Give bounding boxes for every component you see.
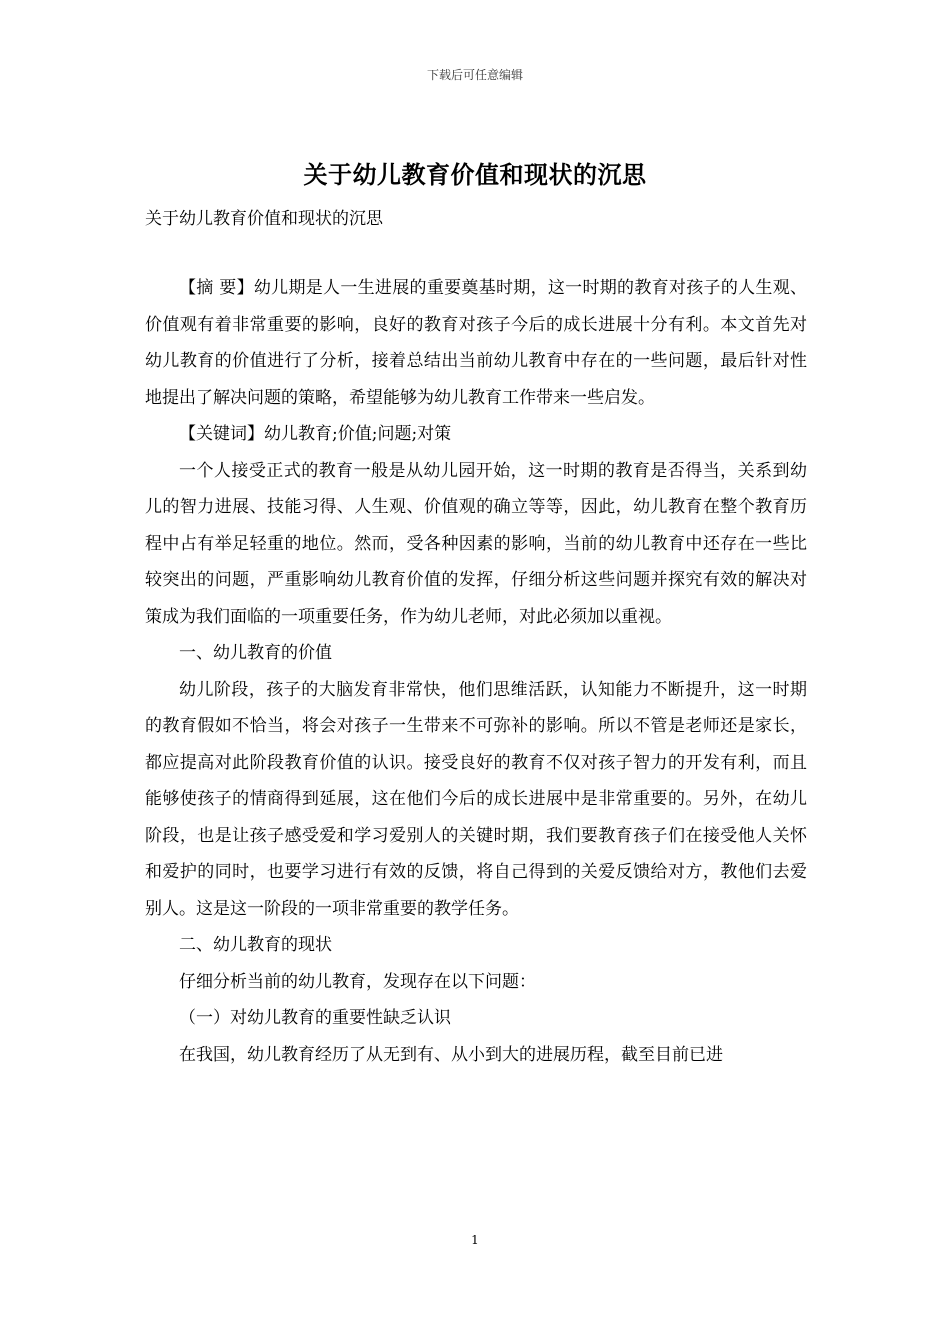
- document-subtitle: 关于幼儿教育价值和现状的沉思: [145, 209, 383, 229]
- abstract-paragraph: 【摘 要】幼儿期是人一生进展的重要奠基时期，这一时期的教育对孩子的人生观、价值观有着非常重要的影响，良好的教育对孩子今后的成长进展十分有利。本文首先对幼儿教育的价值进行了分析，接着总结出当前幼儿教育中存在的一些问题，最后针对性地提出了解决问题的策略，希望能够为幼儿教育工作带来一些启发。: [145, 278, 807, 408]
- subsection-paragraph-1: 在我国，幼儿教育经历了从无到有、从小到大的进展历程，截至目前已进: [179, 1044, 723, 1065]
- intro-paragraph: 一个人接受正式的教育一般是从幼儿园开始，这一时期的教育是否得当，关系到幼儿的智力进展、技能习得、人生观、价值观的确立等等，因此，幼儿教育在整个教育历程中占有举足轻重的地位。然而，受各种因素的影响，当前的幼儿教育中还存在一些比较突出的问题，严重影响幼儿教育价值的发挥，仔细分析这些问题并探究有效的解决对策成为我们面临的一项重要任务，作为幼儿老师，对此必须加以重视。: [145, 460, 807, 627]
- section-heading-status: 二、幼儿教育的现状: [179, 935, 332, 955]
- document-body: [145, 270, 807, 1073]
- keywords-paragraph: 【关键词】幼儿教育;价值;问题;对策: [179, 424, 452, 444]
- page-number: 1: [471, 1233, 479, 1247]
- document-title: 关于幼儿教育价值和现状的沉思: [303, 160, 647, 189]
- value-paragraph: 幼儿阶段，孩子的大脑发育非常快，他们思维活跃，认知能力不断提升，这一时期的教育假如不恰当，将会对孩子一生带来不可弥补的影响。所以不管是老师还是家长，都应提高对此阶段教育价值的认识。接受良好的教育不仅对孩子智力的开发有利，而且能够使孩子的情商得到延展，这在他们今后的成长进展中是非常重要的。另外，在幼儿阶段，也是让孩子感受爱和学习爱别人的关键时期，我们要教育孩子们在接受他人关怀和爱护的同时，也要学习进行有效的反馈，将自己得到的关爱反馈给对方，教他们去爱别人。这是这一阶段的一项非常重要的教学任务。: [145, 679, 807, 919]
- section-heading-value: 一、幼儿教育的价值: [179, 643, 332, 663]
- status-intro-paragraph: 仔细分析当前的幼儿教育，发现存在以下问题：: [179, 971, 536, 992]
- page-header-note: 下载后可任意编辑: [426, 68, 523, 82]
- subsection-heading-1: （一）对幼儿教育的重要性缺乏认识: [179, 1008, 451, 1028]
